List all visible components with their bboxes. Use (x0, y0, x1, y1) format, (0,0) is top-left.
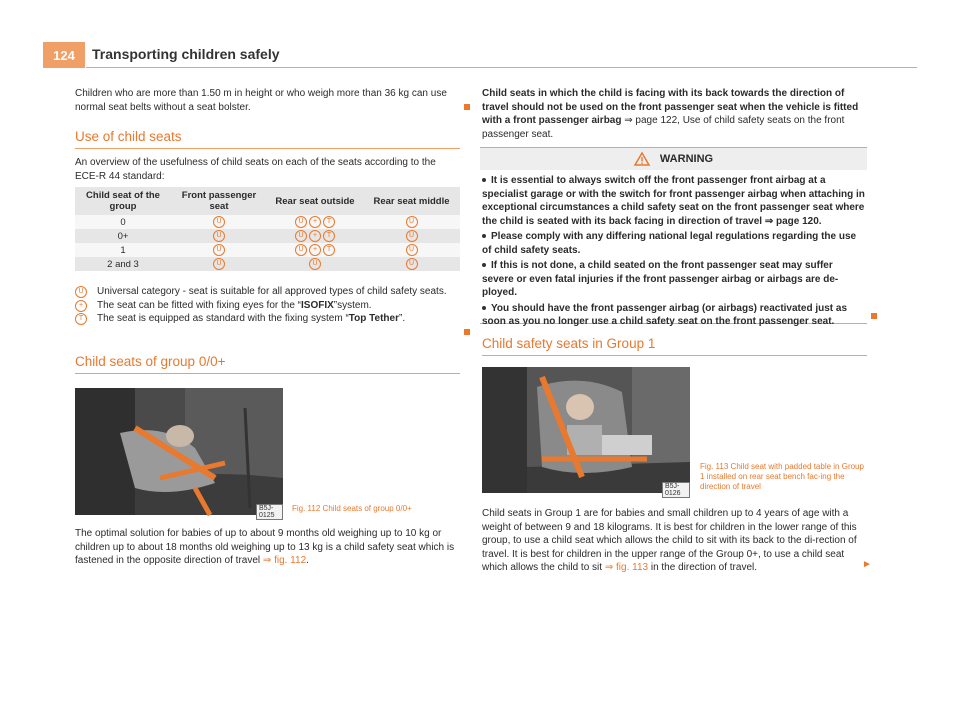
fig-113-link[interactable]: ⇒ fig. 113 (604, 562, 649, 573)
figure-113-caption: Fig. 113 Child seat with padded table in Group 1 installed on rear seat bench fac-ing the direction of travel (700, 462, 864, 491)
child-seat-table (75, 187, 460, 271)
continue-arrow-icon: ► (862, 559, 872, 570)
paragraph-text: Child seats in Group 1 are for babies and small children up to 4 years of age with a weight of between 9 and 18 kilograms. It is best for children in the lower range of this group, to use a child seat which allows the child to sit with its back to the di-rection of travel. It is best for children in the upper range of the Group 0+, to use a child seat which allows the child to sit (482, 508, 857, 573)
cell-middle (363, 229, 460, 243)
warning-item-text: If this is not done, a child seated on the front passenger seat may suffer severe or even fatal injuries if the front passenger airbag or airbags are de-ployed. (482, 260, 839, 298)
col-header-rear-outside: Rear seat outside (267, 187, 363, 215)
symbol-u: U (406, 258, 418, 270)
symbol-u: U (406, 230, 418, 242)
symbol-plus: + (309, 230, 321, 242)
group-00plus-paragraph (75, 527, 460, 568)
cell-front (171, 257, 267, 271)
warning-header (480, 148, 867, 170)
legend-u (75, 285, 460, 299)
legend-t-post: ”. (398, 313, 406, 324)
child-seat-group1-illustration (482, 367, 690, 493)
cell-front (171, 215, 267, 229)
symbol-u: U (213, 244, 225, 256)
airbag-notice (482, 87, 867, 141)
cell-group: 0+ (75, 229, 171, 243)
bullet (482, 178, 486, 182)
cell-group: 0 (75, 215, 171, 229)
car-rear-seat-illustration (75, 388, 283, 515)
symbol-plus: + (309, 244, 321, 256)
paragraph-end: . (306, 555, 309, 566)
legend-top-tether: Top Tether (348, 313, 399, 324)
cell-middle (363, 215, 460, 229)
warning-item-text: Please comply with any differing national legal regulations regarding the use of child safety seats. (482, 231, 857, 256)
warning-list (480, 170, 867, 329)
warning-triangle-icon (634, 152, 650, 166)
cell-middle (363, 243, 460, 257)
symbol-t: T (323, 230, 335, 242)
cell-outside (267, 257, 363, 271)
warning-item (482, 174, 865, 228)
symbol-u: U (406, 244, 418, 256)
bullet (482, 234, 486, 238)
warning-item (482, 302, 865, 329)
legend (75, 285, 460, 326)
symbol-u: U (213, 230, 225, 242)
legend-t-text: The seat is equipped as standard with the fixing system “ (97, 313, 349, 324)
figure-112-code: B5J-0125 (256, 504, 283, 520)
figure-112-caption: Fig. 112 Child seats of group 0/0+ (292, 504, 412, 513)
cell-group: 1 (75, 243, 171, 257)
warning-item (482, 259, 865, 300)
symbol-plus: + (309, 216, 321, 228)
legend-plus (75, 299, 460, 313)
legend-t (75, 312, 460, 326)
end-marker (464, 104, 470, 110)
paragraph-end: in the direction of travel. (648, 562, 758, 573)
warning-title: WARNING (659, 153, 714, 165)
table-row (75, 257, 460, 271)
page-number: 124 (43, 42, 85, 68)
symbol-u: U (406, 216, 418, 228)
cell-front (171, 243, 267, 257)
figure-113-photo (482, 367, 690, 497)
table-row (75, 215, 460, 229)
airbag-notice-text: Child seats in which the child is facing with its back towards the direction of travel should not be used on the front passenger seat when the vehicle is fitted with a front passenger airbag (482, 88, 859, 126)
group-1-paragraph (482, 507, 867, 575)
cell-group: 2 and 3 (75, 257, 171, 271)
symbol-t: T (323, 216, 335, 228)
section-group-00plus: Child seats of group 0/0+ (75, 354, 226, 369)
fig-112-link[interactable]: ⇒ fig. 112 (262, 555, 307, 566)
symbol-u: U (213, 216, 225, 228)
section-use-of-child-seats: Use of child seats (75, 129, 182, 144)
legend-plus-post: ”system. (333, 299, 372, 311)
symbol-u: U (295, 244, 307, 256)
cell-outside (267, 229, 363, 243)
symbol-u: U (75, 286, 87, 298)
table-intro: An overview of the usefulness of child seats on each of the seats according to the ECE-R 44 standard: (75, 157, 436, 182)
cell-middle (363, 257, 460, 271)
cell-outside (267, 215, 363, 229)
symbol-u: U (309, 258, 321, 270)
intro-paragraph: Children who are more than 1.50 m in height or who weigh more than 36 kg can use normal seat belts without a seat bolster. (75, 88, 447, 113)
table-row (75, 229, 460, 243)
symbol-u: U (295, 230, 307, 242)
table-header-row (75, 187, 460, 215)
figure-112-photo (75, 388, 283, 519)
header-rule (86, 67, 917, 68)
bullet (482, 306, 486, 310)
warning-item-text: You should have the front passenger airbag (or airbags) reactivated just as soon as you no longer use a child safety seat on the front passenger seat. (482, 302, 848, 327)
section-group-1: Child safety seats in Group 1 (482, 336, 656, 351)
section-rule (482, 355, 867, 356)
symbol-plus: + (75, 300, 87, 312)
legend-isofix: ISOFIX (301, 299, 334, 311)
legend-u-text: Universal category - seat is suitable for all approved types of child safety seats. (97, 286, 447, 297)
cell-outside (267, 243, 363, 257)
section-rule (75, 148, 460, 149)
table-row (75, 243, 460, 257)
col-header-rear-middle: Rear seat middle (363, 187, 460, 215)
col-header-front: Front passenger seat (171, 187, 267, 215)
end-marker (464, 329, 470, 335)
cell-front (171, 229, 267, 243)
warning-item-text: It is essential to always switch off the front passenger front airbag at a specialist garage or with the switch for front passenger airbag when attaching in exceptional circumstances a child safety seat on the front passenger seat where the child is seated with its back facing in direction of travel ⇒ page 120. (482, 175, 865, 227)
page-title: Transporting children safely (92, 46, 280, 62)
bullet (482, 263, 486, 267)
warning-item (482, 230, 865, 257)
figure-113-code: B5J-0126 (662, 482, 690, 498)
symbol-t: T (323, 244, 335, 256)
paragraph-text: The optimal solution for babies of up to about 9 months old weighing up to 10 kg or children up to about 18 months old weighing up to 13 kg is a child safety seat which is fastened in the opposite direction of travel (75, 528, 455, 566)
symbol-t: T (75, 313, 87, 325)
legend-plus-text: The seat can be fitted with fixing eyes for the “ (97, 299, 301, 311)
col-header-group: Child seat of the group (75, 187, 171, 215)
section-rule (75, 373, 460, 374)
symbol-u: U (295, 216, 307, 228)
warning-box (480, 147, 867, 327)
end-marker (871, 313, 877, 319)
page-122-reference[interactable]: ⇒ page 122, Use of child safety seats on the front passenger seat. (482, 115, 845, 140)
symbol-u: U (213, 258, 225, 270)
